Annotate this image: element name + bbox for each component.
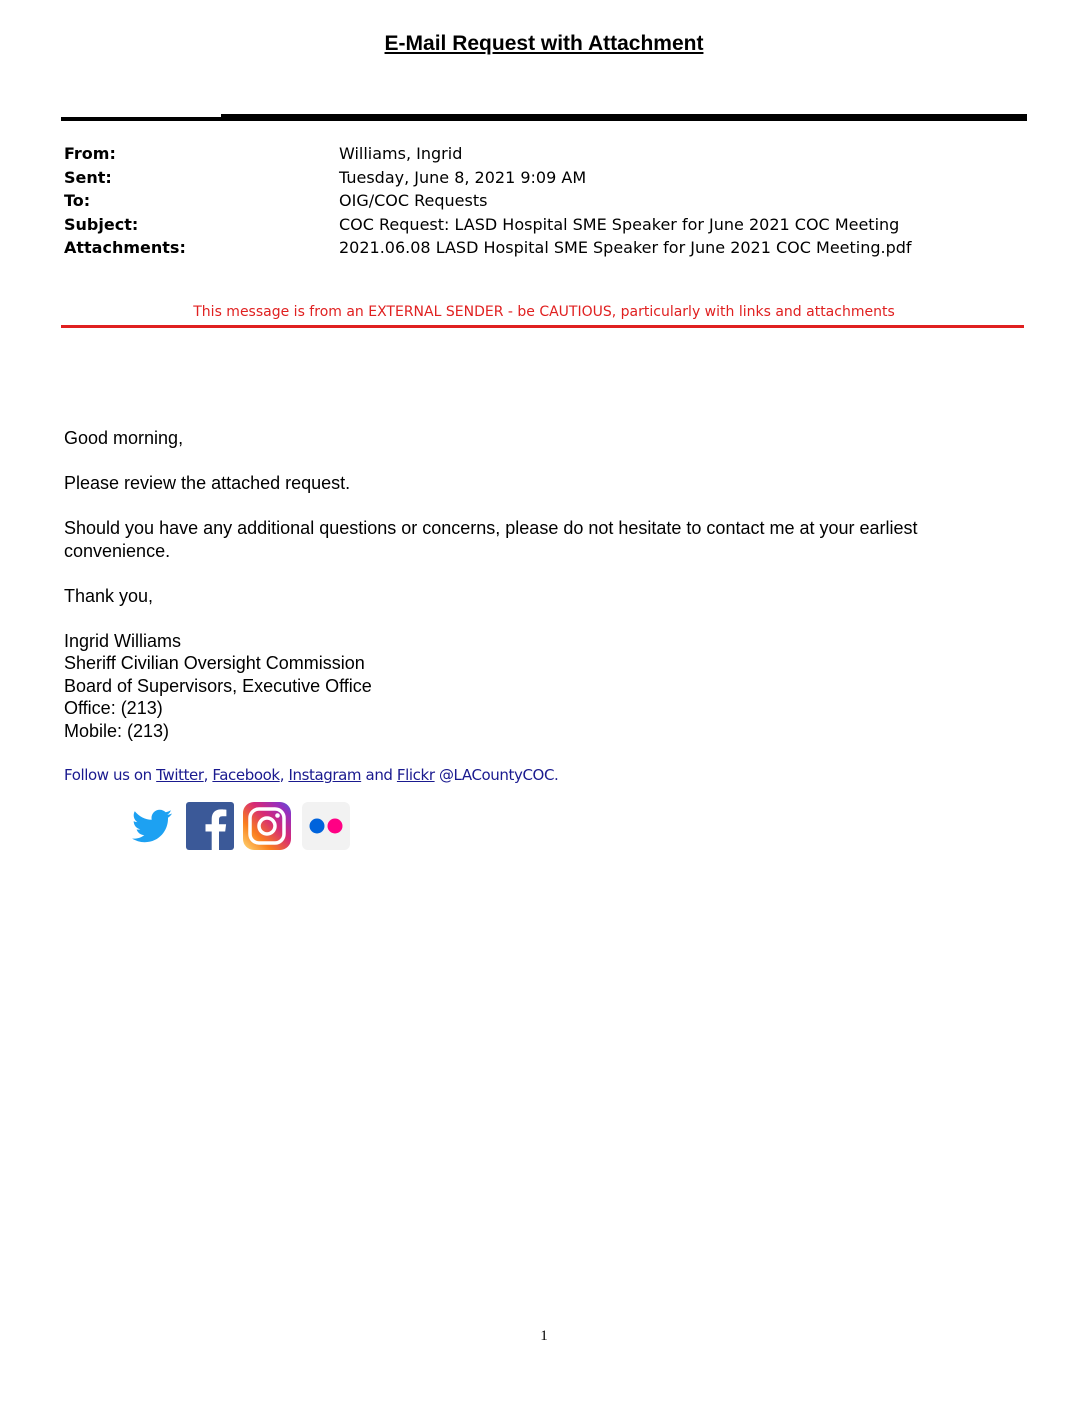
signature-dept: Board of Supervisors, Executive Office [64, 675, 372, 696]
follow-sep1: , [203, 766, 213, 784]
attachments-label: Attachments: [64, 238, 186, 257]
from-label: From: [64, 144, 116, 163]
subject-label: Subject: [64, 214, 139, 234]
sent-value: Tuesday, June 8, 2021 9:09 AM [339, 167, 587, 187]
header-row-to [64, 189, 1024, 213]
header-row-attachments [64, 236, 1024, 260]
email-body [64, 427, 1024, 742]
twitter-icon[interactable] [128, 802, 176, 850]
signature-name: Ingrid Williams [64, 630, 182, 651]
page-number: 1 [540, 1328, 548, 1344]
body-line-review: Please review the attached request. [64, 473, 351, 493]
attachments-value[interactable]: 2021.06.08 LASD Hospital SME Speaker for June 2021 COC Meeting.pdf [339, 238, 912, 257]
header-divider-notch [61, 114, 221, 117]
signature-org: Sheriff Civilian Oversight Commission [64, 653, 365, 673]
flickr-icon[interactable] [302, 802, 350, 850]
closing: Thank you, [64, 585, 154, 606]
facebook-icon[interactable] [186, 802, 234, 850]
instagram-icon[interactable] [243, 802, 291, 850]
body-line-questions: Should you have any additional questions or concerns, please do not hesitate to contact me at your earliest convenience. [64, 518, 918, 561]
document-title: E-Mail Request with Attachment [384, 32, 704, 55]
twitter-link[interactable]: Twitter [156, 766, 204, 784]
flickr-link[interactable]: Flickr [396, 766, 435, 784]
from-value: Williams, Ingrid [339, 144, 463, 163]
follow-prefix: Follow us on [64, 766, 157, 784]
signature-block [64, 630, 1024, 743]
to-label: To: [64, 191, 91, 210]
header-row-sent [64, 166, 1024, 190]
to-value: OIG/COC Requests [339, 191, 488, 210]
signature-office: Office: (213) [64, 698, 163, 718]
external-sender-warning: This message is from an EXTERNAL SENDER - be CAUTIOUS, particularly with links and attachments [193, 304, 895, 320]
header-row-subject [64, 213, 1024, 237]
subject-value: COC Request: LASD Hospital SME Speaker for June 2021 COC Meeting [339, 214, 900, 234]
facebook-link[interactable]: Facebook [212, 766, 280, 784]
follow-and: and [361, 766, 397, 784]
header-row-from [64, 142, 1024, 166]
greeting: Good morning, [64, 428, 184, 448]
follow-handle: @LACountyCOC. [434, 766, 559, 784]
email-header [64, 142, 1024, 260]
follow-us-line [64, 766, 558, 784]
instagram-link[interactable]: Instagram [288, 766, 362, 784]
follow-sep2: , [279, 766, 289, 784]
warning-divider [61, 325, 1024, 328]
signature-mobile: Mobile: (213) [64, 720, 170, 741]
sent-label: Sent: [64, 167, 112, 187]
